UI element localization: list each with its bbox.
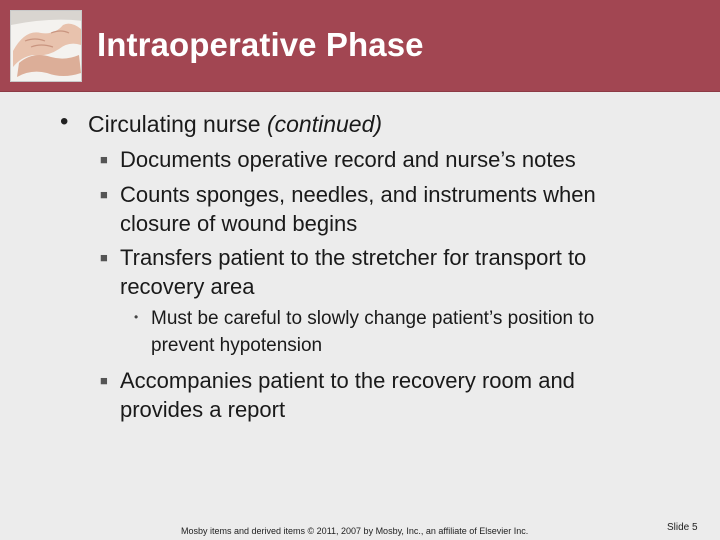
square-bullet-icon: ■ bbox=[100, 250, 108, 265]
list-item bbox=[120, 180, 596, 238]
square-bullet-icon: ■ bbox=[100, 373, 108, 388]
sub-list-item-line: prevent hypotension bbox=[151, 335, 323, 356]
level1-text: Circulating nurse bbox=[88, 111, 267, 137]
slide-title: Intraoperative Phase bbox=[97, 26, 424, 63]
list-item-line: provides a report bbox=[120, 397, 286, 422]
square-bullet-icon: ■ bbox=[100, 187, 108, 202]
list-item bbox=[120, 243, 586, 301]
list-item-line: Documents operative record and nurse’s notes bbox=[120, 147, 576, 172]
list-item bbox=[120, 145, 576, 174]
level1-item bbox=[88, 110, 382, 139]
sub-list-item-line: Must be careful to slowly change patient’s position to bbox=[151, 308, 595, 329]
list-item-line: Accompanies patient to the recovery room and bbox=[120, 368, 575, 393]
copyright-footer: Mosby items and derived items © 2011, 2007 by Mosby, Inc., an affiliate of Elsevier Inc. bbox=[181, 526, 529, 536]
list-item-line: recovery area bbox=[120, 274, 255, 299]
bullet-dot-icon: • bbox=[134, 310, 139, 324]
slide-number: Slide 5 bbox=[667, 522, 698, 533]
level1-italic: (continued) bbox=[266, 111, 383, 137]
list-item-line: Counts sponges, needles, and instruments when bbox=[120, 182, 596, 207]
list-item-line: closure of wound begins bbox=[120, 211, 358, 236]
list-item-line: Transfers patient to the stretcher for transport to bbox=[120, 245, 587, 270]
list-item bbox=[120, 366, 575, 424]
bullet-dot-icon: • bbox=[60, 108, 69, 135]
sub-list-item bbox=[151, 305, 594, 359]
square-bullet-icon: ■ bbox=[100, 152, 108, 167]
